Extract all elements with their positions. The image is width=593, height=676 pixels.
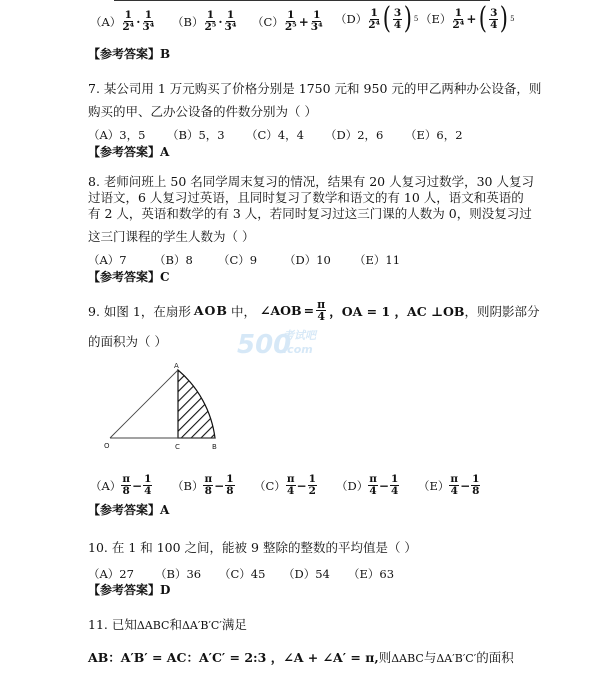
q8-option-d: （D）10 (284, 253, 331, 267)
q8-line-2: 过语文，6 人复习过英语，且同时复习了数学和语文的有 10 人，语文和英语的 (88, 190, 524, 205)
q7-option-a: （A）3，5 (88, 128, 146, 142)
q9-answer: 【参考答案】A (88, 503, 170, 517)
q10-option-a: （A）27 (88, 567, 134, 581)
q10-answer: 【参考答案】D (88, 583, 171, 597)
q8-line-3: 有 2 人，英语和数学的有 3 人，若同时复习过这三门课的人数为 0，则没复习过 (88, 206, 532, 221)
top-rule (114, 0, 490, 1)
q9-label-c: C (175, 443, 180, 451)
q10-options (88, 566, 394, 582)
q9-label-a: A (174, 362, 179, 370)
q7-option-e: （E）6，2 (405, 128, 463, 142)
q11-line-1: 11. 已知ΔABC和ΔA′B′C′满足 (88, 617, 247, 632)
q8-option-c: （C）9 (218, 253, 258, 267)
q9-option-b: （B） $\frac{\pi}{8}$ − $\frac{1}{8}$ (172, 473, 234, 497)
q9-option-c: （C） $\frac{\pi}{4}$ − $\frac{1}{2}$ (254, 473, 316, 497)
q9-label-b: B (212, 443, 217, 451)
q7-option-b: （B）5，3 (167, 128, 225, 142)
q6-option-a: （A） $\frac{1}{\text{2⁴}}$ · $\frac{1}{\text{3⁴}}$ (90, 9, 155, 33)
q9-segment-oa (110, 370, 178, 438)
svg-text:.com: .com (283, 343, 313, 356)
q9-label-o: O (104, 442, 110, 450)
q9-option-a: （A） $\frac{\pi}{8}$ − $\frac{1}{4}$ (90, 473, 152, 497)
q7-line-2: 购买的甲、乙办公设备的件数分别为（ ） (88, 104, 317, 119)
q6-option-b: （B） $\frac{1}{\text{2⁵}}$ · $\frac{1}{\text{3⁴}}$ (172, 9, 237, 33)
q6-option-d: （D） $\frac{1}{\text{2⁴}}$ ( $\frac{3}{4}$ ) 5 (335, 1, 419, 36)
q6-option-c: （C） $\frac{1}{\text{2⁵}}$ + $\frac{1}{\text{3⁴}}$ (252, 9, 323, 33)
q7-line-1: 7. 某公司用 1 万元购买了价格分别是 1750 元和 950 元的甲乙两种办公设备，则 (88, 81, 542, 96)
q7-options (88, 127, 463, 143)
q10-option-b: （B）36 (155, 567, 202, 581)
q6-answer: 【参考答案】B (88, 47, 171, 61)
q9-line-1: 9. 如图 1，在扇形 AOB 中， ∠AOB = $\frac{\pi}{4}$ ，OA = 1 ，AC ⊥OB ，则阴影部分 (88, 298, 540, 323)
q10-option-d: （D）54 (283, 567, 330, 581)
q8-option-b: （B）8 (154, 253, 193, 267)
q6-option-e: （E） $\frac{1}{\text{2⁴}}$ + ( $\frac{3}{4}$ ) 5 (420, 1, 515, 36)
q8-options (88, 252, 400, 268)
q8-answer: 【参考答案】C (88, 270, 170, 284)
q9-shaded-region (178, 370, 215, 438)
q9-figure (100, 360, 225, 455)
q9-option-d: （D） $\frac{\pi}{4}$ − $\frac{1}{4}$ (336, 473, 399, 497)
q7-option-d: （D）2，6 (325, 128, 384, 142)
q8-option-a: （A）7 (88, 253, 127, 267)
q9-option-e: （E） $\frac{\pi}{4}$ − $\frac{1}{8}$ (418, 473, 480, 497)
q7-option-c: （C）4，4 (246, 128, 304, 142)
q8-line-4: 这三门课程的学生人数为（ ） (88, 229, 255, 244)
q10-line-1: 10. 在 1 和 100 之间，能被 9 整除的整数的平均值是（ ） (88, 540, 417, 555)
watermark-icon (237, 323, 337, 363)
q11-line-2: AB：A′B′ = AC：A′C′ = 2:3 ，∠A + ∠A′ = π,则ΔABC与ΔA′B′C′的面积 (88, 650, 514, 665)
svg-text:考试吧: 考试吧 (283, 329, 316, 342)
q8-option-e: （E）11 (354, 253, 401, 267)
q10-option-e: （E）63 (348, 567, 395, 581)
q9-line-2: 的面积为（ ） (88, 334, 167, 349)
q8-line-1: 8. 老师问班上 50 名同学周末复习的情况，结果有 20 人复习过数学，30 人复习 (88, 174, 534, 189)
q7-answer: 【参考答案】A (88, 145, 170, 159)
q10-option-c: （C）45 (219, 567, 266, 581)
watermark-logo (237, 323, 337, 366)
svg-text:500: 500 (237, 330, 292, 360)
